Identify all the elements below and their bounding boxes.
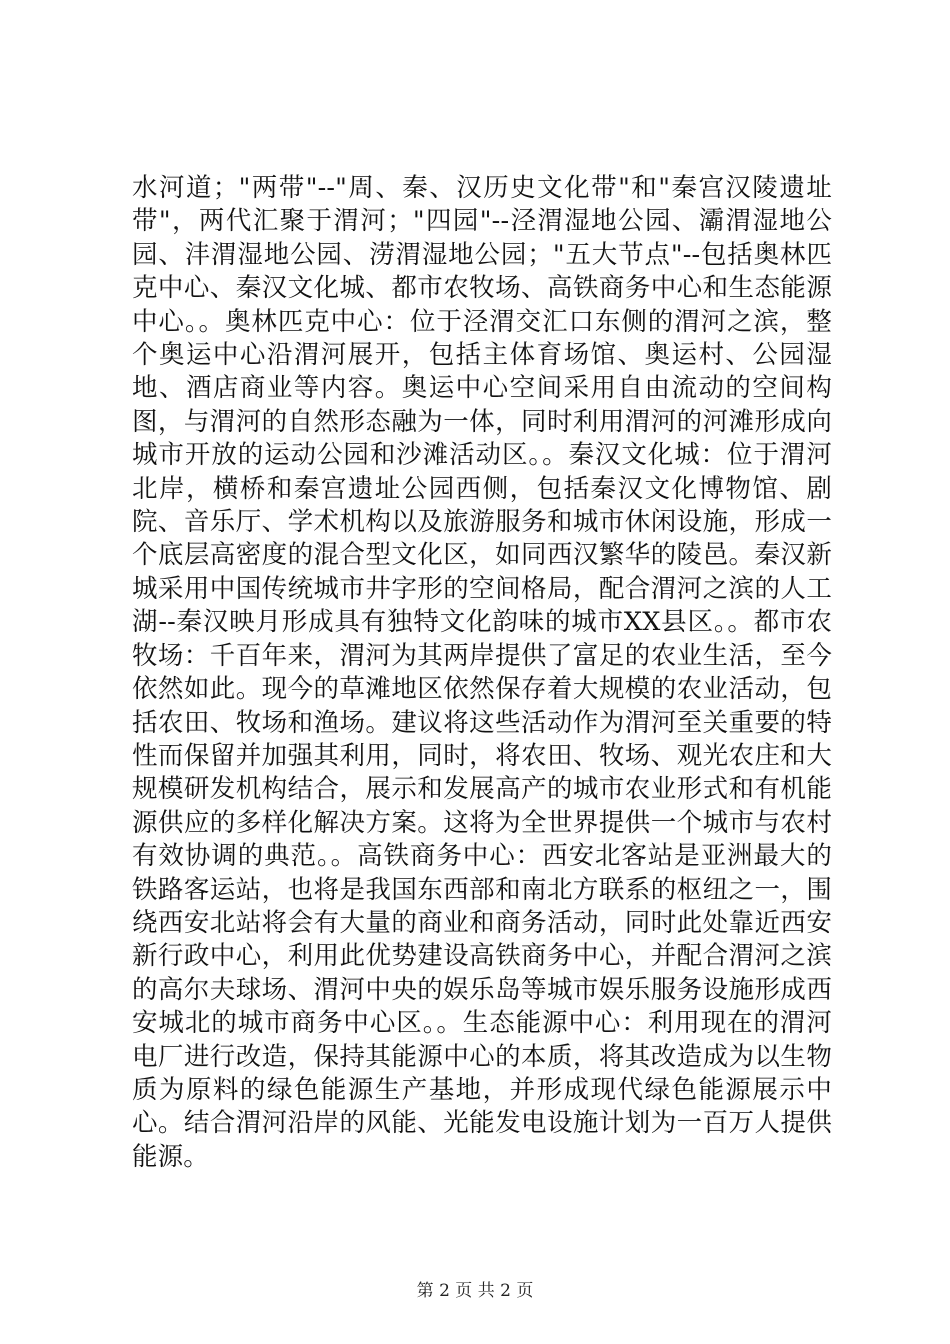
page-number-footer: 第 2 页 共 2 页 bbox=[416, 1281, 534, 1301]
body-paragraph: 水河道；"两带"--"周、秦、汉历史文化带"和"秦宫汉陵遗址带"，两代汇聚于渭河；"四园"--泾渭湿地公园、灞渭湿地公园、沣渭湿地公园、涝渭湿地公园；"五大节点"--包括奥林匹克中心、秦汉文化城、都市农牧场、高铁商务中心和生态能源中心。。奥林匹克中心：位于泾渭交汇口东侧的渭河之滨，整个奥运中心沿渭河展开，包括主体育场馆、奥运村、公园湿地、酒店商业等内容。奥运中心空间采用自由流动的空间构图，与渭河的自然形态融为一体，同时利用渭河的河滩形成向城市开放的运动公园和沙滩活动区。。秦汉文化城：位于渭河北岸，横桥和秦宫遗址公园西侧，包括秦汉文化博物馆、剧院、音乐厅、学术机构以及旅游服务和城市休闲设施，形成一个底层高密度的混合型文化区，如同西汉繁华的陵邑。秦汉新城采用中国传统城市井字形的空间格局，配合渭河之滨的人工湖--秦汉映月形成具有独特文化韵味的城市XX县区。。都市农牧场：千百年来，渭河为其两岸提供了富足的农业生活，至今依然如此。现今的草滩地区依然保存着大规模的农业活动，包括农田、牧场和渔场。建议将这些活动作为渭河至关重要的特性而保留并加强其利用，同时，将农田、牧场、观光农庄和大规模研发机构结合，展示和发展高产的城市农业形式和有机能源供应的多样化解决方案。这将为全世界提供一个城市与农村有效协调的典范。。高铁商务中心：西安北客站是亚洲最大的铁路客运站，也将是我国东西部和南北方联系的枢纽之一，围绕西安北站将会有大量的商业和商务活动，同时此处靠近西安新行政中心，利用此优势建设高铁商务中心，并配合渭河之滨的高尔夫球场、渭河中央的娱乐岛等城市娱乐服务设施形成西安城北的城市商务中心区。。生态能源中心：利用现在的渭河电厂进行改造，保持其能源中心的本质，将其改造成为以生物质为原料的绿色能源生产基地，并形成现代绿色能源展示中心。结合渭河沿岸的风能、光能发电设施计划为一百万人提供能源。 bbox=[132, 173, 832, 1172]
